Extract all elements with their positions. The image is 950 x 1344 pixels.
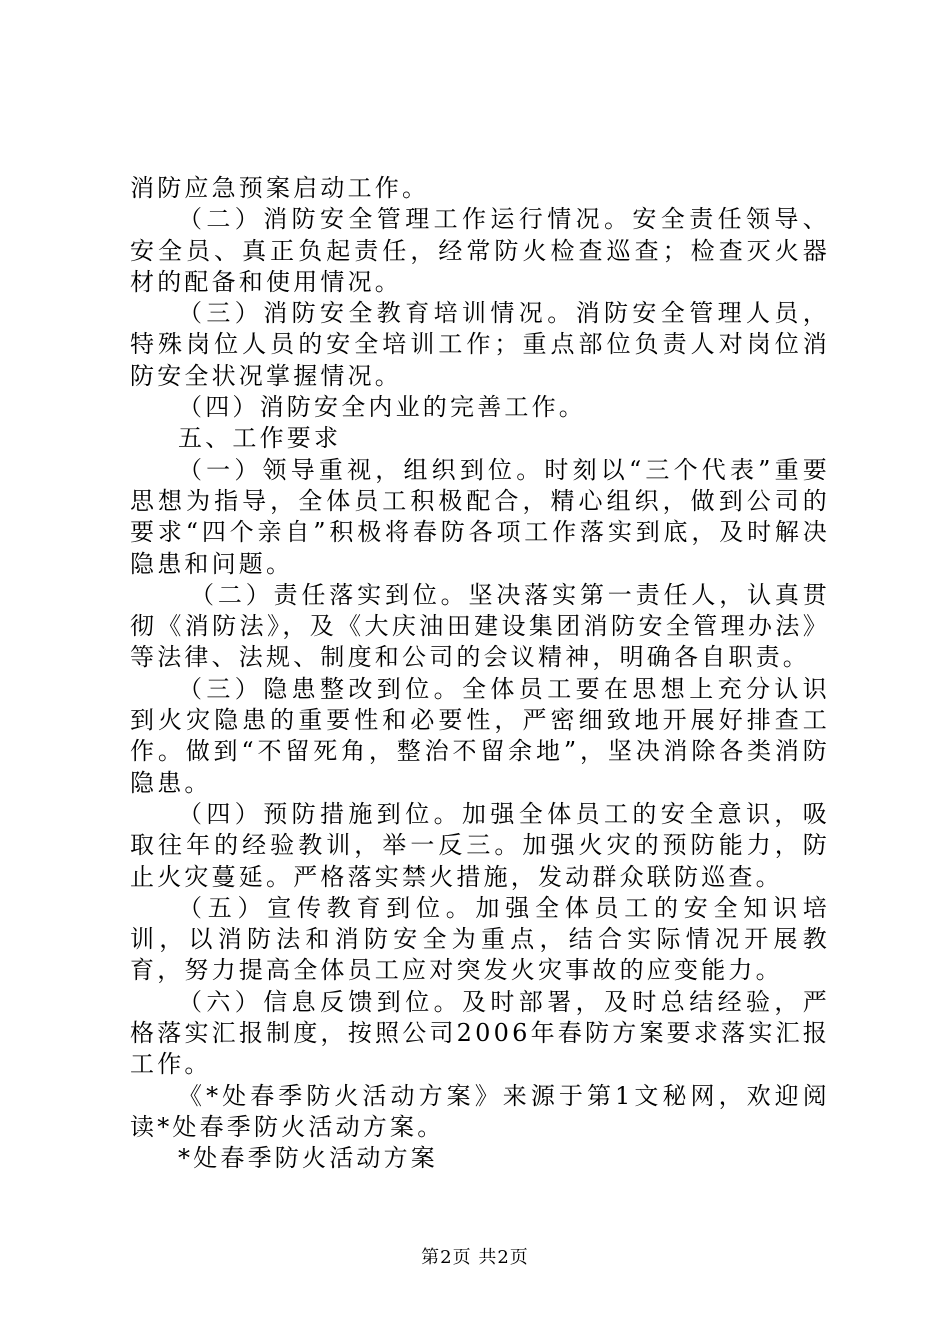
heading-work-requirements: 五、工作要求 — [178, 424, 342, 453]
document-body — [130, 173, 830, 1175]
paragraph-requirement-5: （五）宣传教育到位。加强全体员工的安全知识培训，以消防法和消防安全为重点，结合实际情况开展教育，努力提高全体员工应对突发火灾事故的应变能力。 — [130, 893, 830, 985]
paragraph-requirement-6: （六）信息反馈到位。及时部署，及时总结经验，严格落实汇报制度，按照公司2006年春防方案要求落实汇报工作。 — [130, 987, 830, 1079]
paragraph-requirement-3: （三）隐患整改到位。全体员工要在思想上充分认识到火灾隐患的重要性和必要性，严密细致地开展好排查工作。做到“不留死角，整治不留余地”，坚决消除各类消防隐患。 — [130, 674, 830, 797]
paragraph-requirement-4: （四）预防措施到位。加强全体员工的安全意识，吸取往年的经验教训，举一反三。加强火灾的预防能力，防止火灾蔓延。严格落实禁火措施，发动群众联防巡查。 — [130, 799, 830, 891]
paragraph-continuation: 消防应急预案启动工作。 — [130, 174, 430, 202]
paragraph-section-3: （三）消防安全教育培训情况。消防安全管理人员，特殊岗位人员的安全培训工作；重点部位负责人对岗位消防安全状况掌握情况。 — [130, 299, 830, 390]
page-footer: 第2页 共2页 — [421, 1247, 529, 1268]
paragraph-section-2: （二）消防安全管理工作运行情况。安全责任领导、安全员、真正负起责任，经常防火检查巡查；检查灭火器材的配备和使用情况。 — [130, 205, 830, 296]
paragraph-requirement-1: （一）领导重视，组织到位。时刻以“三个代表”重要思想为指导，全体员工积极配合，精心组织，做到公司的要求“四个亲自”积极将春防各项工作落实到底，及时解决隐患和问题。 — [130, 455, 830, 578]
paragraph-requirement-2: （二）责任落实到位。坚决落实第一责任人，认真贯彻《消防法》，及《大庆油田建设集团消防安全管理办法》等法律、法规、制度和公司的会议精神，明确各自职责。 — [130, 580, 830, 672]
paragraph-document-title: *处春季防火活动方案 — [178, 1144, 438, 1173]
paragraph-source-note: 《*处春季防火活动方案》来源于第1文秘网，欢迎阅读*处春季防火活动方案。 — [130, 1081, 830, 1141]
paragraph-section-4: （四）消防安全内业的完善工作。 — [178, 393, 586, 422]
